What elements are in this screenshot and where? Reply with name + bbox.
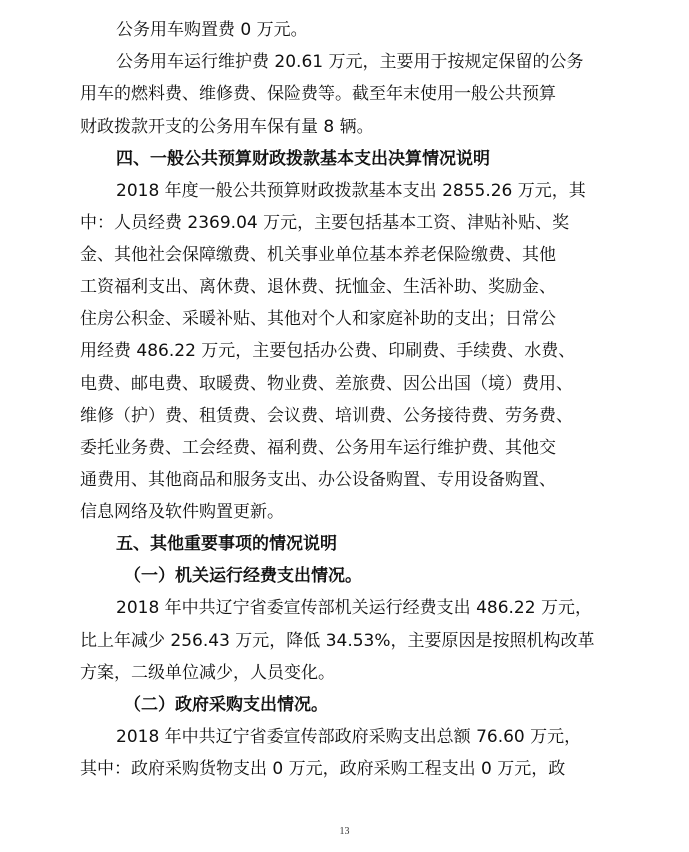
text-line: 信息网络及软件购置更新。 bbox=[80, 502, 284, 522]
text-line: 公务用车购置费 0 万元。 bbox=[116, 20, 308, 40]
text-line: 方案，二级单位减少，人员变化。 bbox=[80, 663, 335, 683]
text-line: 通费用、其他商品和服务支出、办公设备购置、专用设备购置、 bbox=[80, 470, 556, 490]
text-line: 2018 年中共辽宁省委宣传部机关运行经费支出 486.22 万元， bbox=[116, 598, 592, 618]
text-line: 比上年减少 256.43 万元，降低 34.53%，主要原因是按照机构改革 bbox=[80, 631, 595, 651]
text-line: 2018 年中共辽宁省委宣传部政府采购支出总额 76.60 万元， bbox=[116, 727, 582, 747]
text-line: 工资福利支出、离休费、退休费、抚恤金、生活补助、奖励金、 bbox=[80, 277, 556, 297]
text-line: 财政拨款开支的公务用车保有量 8 辆。 bbox=[80, 117, 374, 137]
text-line: 委托业务费、工会经费、福利费、公务用车运行维护费、其他交 bbox=[80, 438, 556, 458]
text-line: 中：人员经费 2369.04 万元，主要包括基本工资、津贴补贴、奖 bbox=[80, 213, 570, 233]
text-line: 用经费 486.22 万元，主要包括办公费、印刷费、手续费、水费、 bbox=[80, 341, 576, 361]
text-line: 公务用车运行维护费 20.61 万元，主要用于按规定保留的公务 bbox=[116, 52, 584, 72]
section-heading: 五、其他重要事项的情况说明 bbox=[116, 534, 337, 554]
subsection-heading: （二）政府采购支出情况。 bbox=[124, 695, 328, 715]
text-line: 维修（护）费、租赁费、会议费、培训费、公务接待费、劳务费、 bbox=[80, 406, 573, 426]
text-line: 其中：政府采购货物支出 0 万元，政府采购工程支出 0 万元，政 bbox=[80, 759, 566, 779]
section-heading: 四、一般公共预算财政拨款基本支出决算情况说明 bbox=[116, 149, 490, 169]
page-number: 13 bbox=[339, 826, 350, 837]
text-line: 电费、邮电费、取暖费、物业费、差旅费、因公出国（境）费用、 bbox=[80, 374, 573, 394]
text-line: 用车的燃料费、维修费、保险费等。截至年末使用一般公共预算 bbox=[80, 84, 556, 104]
subsection-heading: （一）机关运行经费支出情况。 bbox=[124, 566, 362, 586]
text-line: 2018 年度一般公共预算财政拨款基本支出 2855.26 万元，其 bbox=[116, 181, 586, 201]
text-line: 住房公积金、采暖补贴、其他对个人和家庭补助的支出；日常公 bbox=[80, 309, 556, 329]
text-line: 金、其他社会保障缴费、机关事业单位基本养老保险缴费、其他 bbox=[80, 245, 556, 265]
